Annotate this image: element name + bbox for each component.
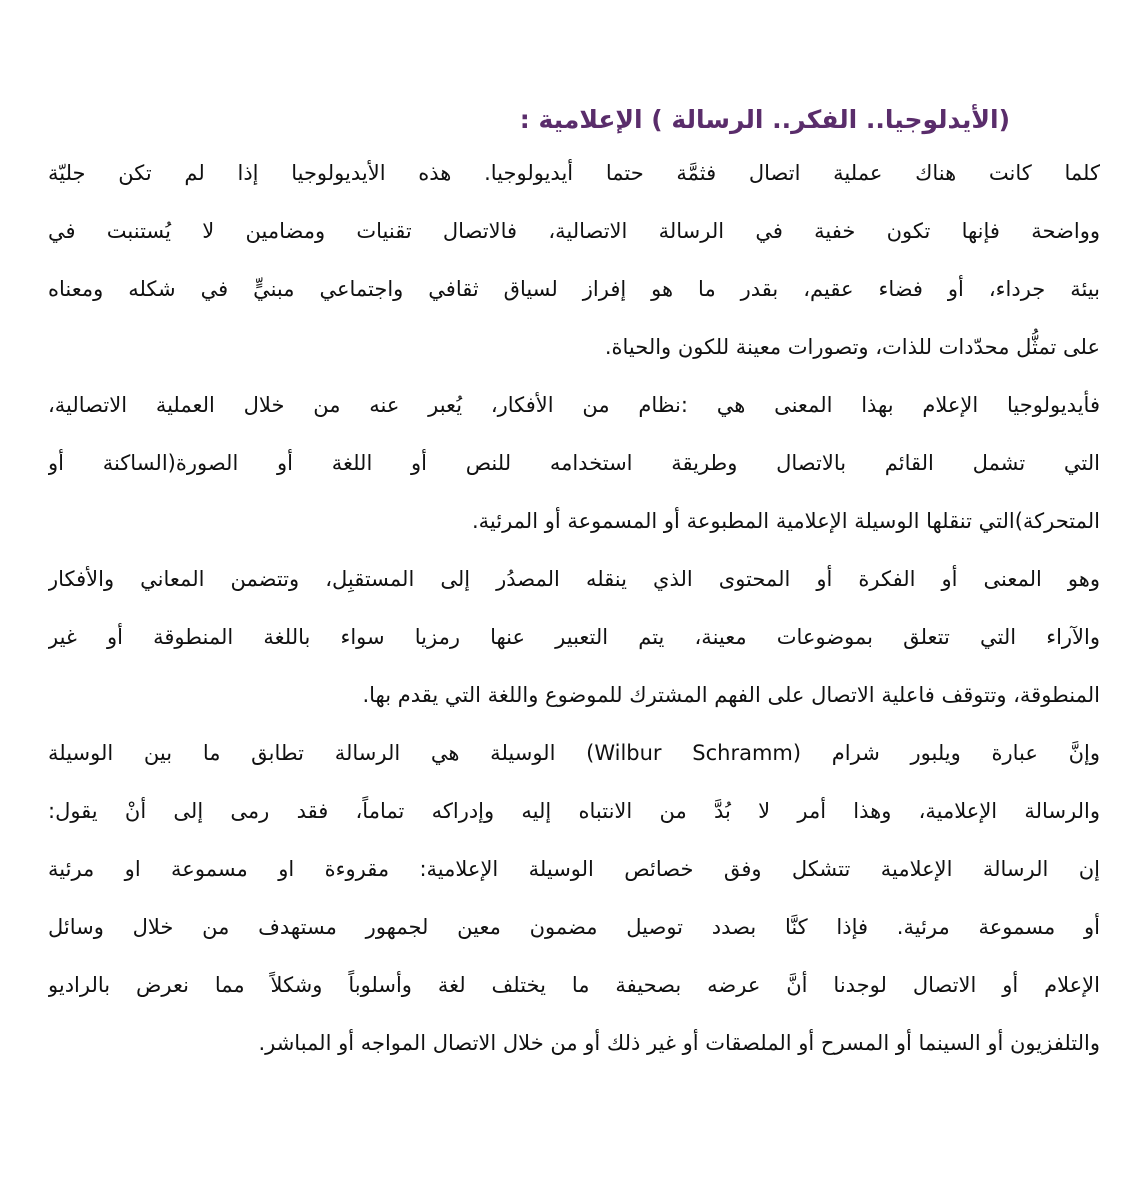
text-line: المتحركة)التي تنقلها الوسيلة الإعلامية المطبوعة أو المسموعة أو المرئية. [471,509,1100,533]
paragraph-ideology-intro [48,144,1100,376]
paragraph-schramm-quote [48,724,1100,1072]
text-line: بيئة جرداء، أو فضاء عقيم، بقدر ما هو إفراز لسياق ثقافي واجتماعي مبنيٍّ في شكله ومعناه [48,277,1100,301]
text-line: والتلفزيون أو السينما أو المسرح أو الملصقات أو غير ذلك أو من خلال الاتصال المواجه أو المباشر. [258,1031,1100,1055]
text-line: على تمثُّل محدّدات للذات، وتصورات معينة للكون والحياة. [604,335,1100,359]
text-line: وهو المعنى أو الفكرة أو المحتوى الذي ينقله المصدُر إلى المستقبِل، وتتضمن المعاني والأفكار [48,567,1100,591]
text-line: المنطوقة، وتتوقف فاعلية الاتصال على الفهم المشترك للموضوع واللغة التي يقدم بها. [362,683,1100,707]
paragraph-media-ideology-definition [48,376,1100,550]
text-line: إن الرسالة الإعلامية تتشكل وفق خصائص الوسيلة الإعلامية: مقروءة او مسموعة او مرئية [48,857,1100,881]
paragraph-message-meaning [48,550,1100,724]
document-page [48,96,1100,1072]
text-line: والرسالة الإعلامية، وهذا أمر لا بُدَّ من الانتباه إليه وإدراكه تماماً، فقد رمى إلى أنْ يقول: [48,799,1100,823]
text-line: كلما كانت هناك عملية اتصال فثمَّة حتما أيديولوجيا. هذه الأيديولوجيا إذا لم تكن جليّة [48,161,1100,185]
text-line: وإنَّ عبارة ويلبور شرام (Wilbur Schramm) الوسيلة هي الرسالة تطابق ما بين الوسيلة [48,741,1100,765]
text-line: وواضحة فإنها تكون خفية في الرسالة الاتصالية، فالاتصال تقنيات ومضامين لا يُستنبت في [48,219,1100,243]
text-line: التي تشمل القائم بالاتصال وطريقة استخدامه للنص أو اللغة أو الصورة(الساكنة أو [48,451,1100,475]
text-line: فأيديولوجيا الإعلام بهذا المعنى هي :نظام من الأفكار، يُعبر عنه من خلال العملية الاتصالية، [48,393,1100,417]
section-title: (الأيدلوجيا.. الفكر.. الرسالة ) الإعلامية : [519,105,1010,134]
text-line: أو مسموعة مرئية. فإذا كنَّا بصدد توصيل مضمون معين لجمهور مستهدف من خلال وسائل [48,915,1100,939]
text-line: الإعلام أو الاتصال لوجدنا أنَّ عرضه بصحيفة ما يختلف لغة وأسلوباً وشكلاً مما نعرض بالراديو [48,973,1100,997]
text-line: والآراء التي تتعلق بموضوعات معينة، يتم التعبير عنها رمزيا سواء باللغة المنطوقة أو غير [48,625,1100,649]
